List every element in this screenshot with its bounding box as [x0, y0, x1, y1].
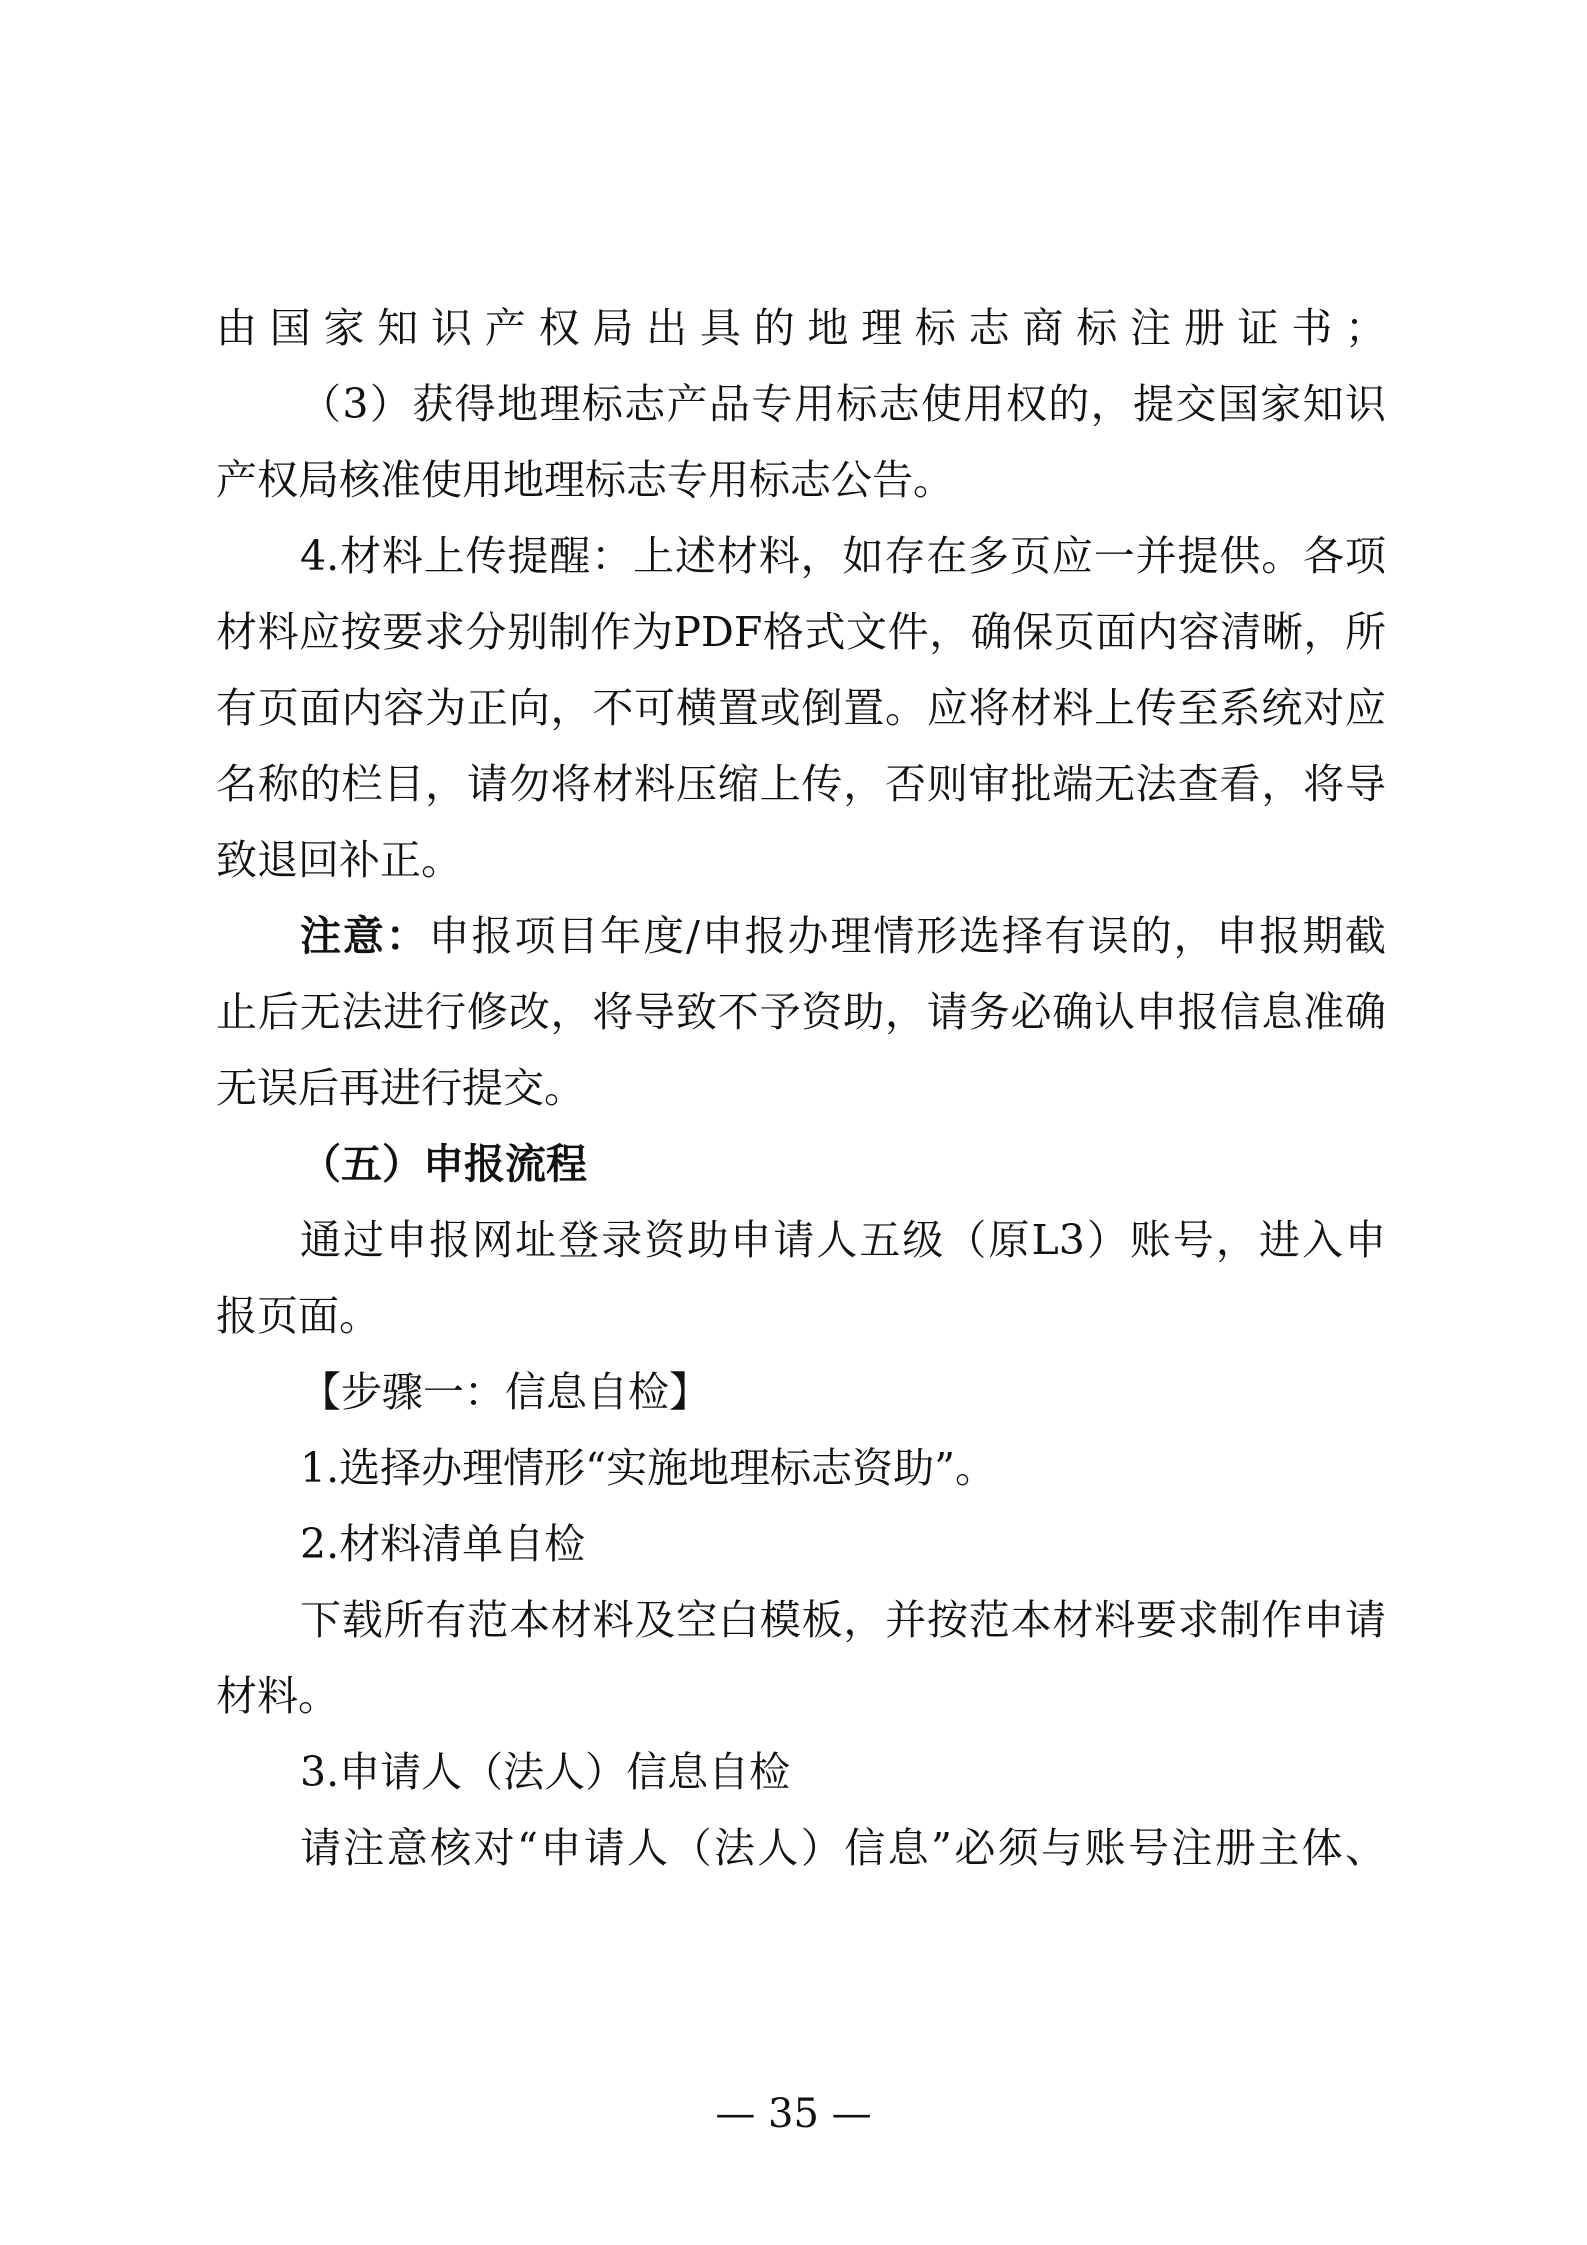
- text-line-2: （3）获得地理标志产品专用标志使用权的，提交国家知识: [300, 380, 1386, 428]
- text-line-19: 材料。: [216, 1672, 339, 1720]
- text-line-13: 通过申报网址登录资助申请人五级（原L3）账号，进入申: [300, 1216, 1386, 1264]
- step-heading: 【步骤一：信息自检】: [300, 1368, 710, 1416]
- text-line-3: 产权局核准使用地理标志专用标志公告。: [216, 456, 954, 504]
- note-label: 注意：: [300, 912, 429, 960]
- text-line-1: 由国家知识产权局出具的地理标志商标注册证书；: [216, 304, 1386, 352]
- text-line-18: 下载所有范本材料及空白模板，并按范本材料要求制作申请: [300, 1596, 1386, 1644]
- text-line-8: 致退回补正。: [216, 836, 462, 884]
- text-line-6: 有页面内容为正向，不可横置或倒置。应将材料上传至系统对应: [216, 684, 1386, 732]
- text-line-20: 3.申请人（法人）信息自检: [300, 1748, 791, 1796]
- page-number: — 35 —: [715, 2091, 872, 2137]
- text-line-4: 4.材料上传提醒：上述材料，如存在多页应一并提供。各项: [300, 532, 1386, 580]
- text-line-14: 报页面。: [216, 1292, 380, 1340]
- text-line-10: 止后无法进行修改，将导致不予资助，请务必确认申报信息准确: [216, 988, 1386, 1036]
- section-heading: （五）申报流程: [300, 1140, 587, 1188]
- text-line-17: 2.材料清单自检: [300, 1520, 586, 1568]
- text-line-5: 材料应按要求分别制作为PDF格式文件，确保页面内容清晰，所: [216, 608, 1386, 656]
- text-line-7: 名称的栏目，请勿将材料压缩上传，否则审批端无法查看，将导: [216, 760, 1386, 808]
- text-line-11: 无误后再进行提交。: [216, 1064, 585, 1112]
- text-line-21: 请注意核对“申请人（法人）信息”必须与账号注册主体、: [300, 1824, 1386, 1872]
- note-text: 申报项目年度/申报办理情形选择有误的，申报期截: [428, 912, 1387, 960]
- text-line-16: 1.选择办理情形“实施地理标志资助”。: [300, 1444, 997, 1492]
- note-line: [300, 912, 1387, 960]
